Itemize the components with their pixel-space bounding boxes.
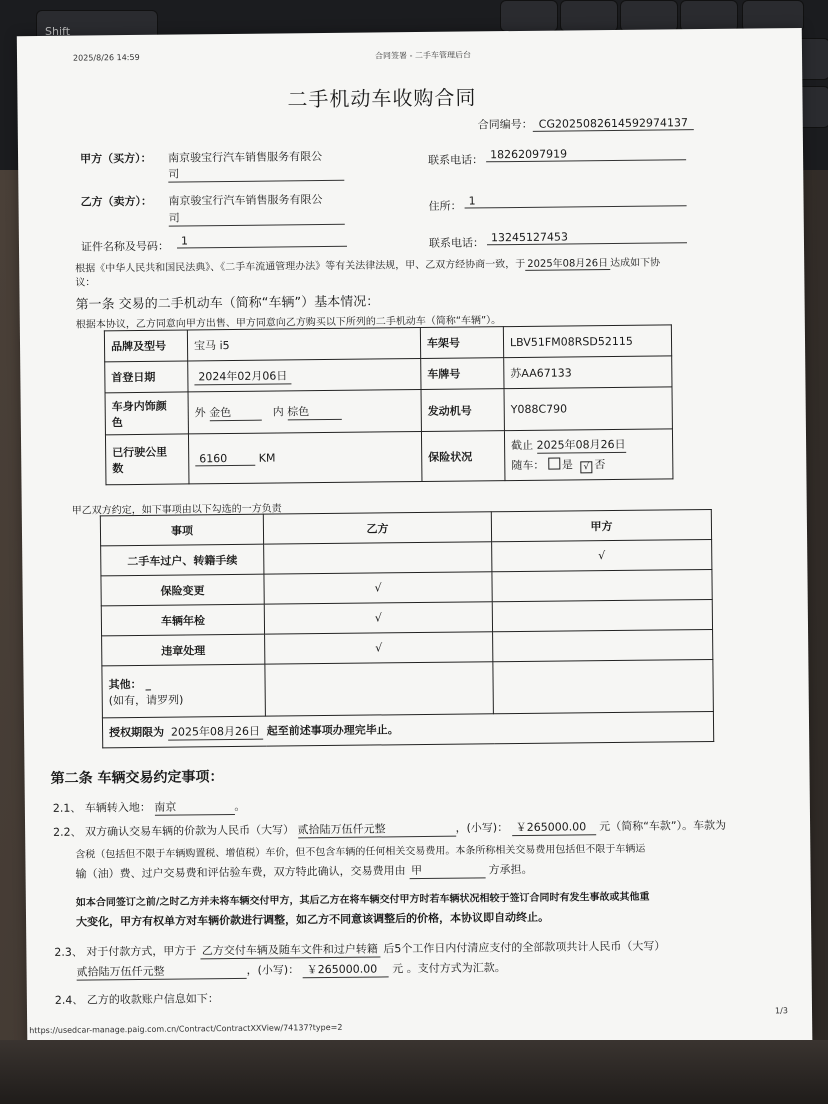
duty-row-a	[492, 569, 712, 601]
duty-col-item: 事项	[100, 514, 263, 546]
clause-2-2-line2: 含税（包括但不限于车辆购置税、增值税）车价，但不包含车辆的任何相关交易费用。本条所称相关交易费用包括但不限于车辆运	[75, 843, 646, 861]
keyboard-key	[680, 0, 738, 32]
mileage-cell	[188, 432, 422, 484]
clause-2-2-line3: 输（油）费、过户交易费和评估验车费，双方特此确认，交易费用由 甲 方承担。	[75, 862, 533, 881]
vin-label: 车架号	[420, 327, 503, 359]
party-b-phone: 13245127453	[487, 229, 687, 245]
plate-label: 车牌号	[421, 358, 504, 390]
reg-date-cell	[188, 359, 421, 392]
reg-date-label: 首登日期	[105, 361, 188, 393]
clause-2-4: 2.4、 乙方的收款账户信息如下：	[54, 992, 219, 1007]
print-site-title: 合同签署 - 二手车管理后台	[374, 50, 472, 61]
contract-number	[478, 114, 694, 132]
fee-party: 甲	[409, 861, 485, 879]
mileage-value: 6160	[195, 451, 255, 466]
clause-2-1: 2.1、 车辆转入地： 南京 。	[52, 799, 246, 815]
party-b-id: 1	[177, 233, 347, 249]
duty-row-b: √	[264, 602, 492, 634]
engine-label: 发动机号	[421, 389, 504, 432]
duty-row-item: 违章处理	[102, 634, 265, 666]
contract-number-label: 合同编号：	[477, 117, 533, 132]
keyboard-key	[620, 0, 678, 32]
auth-date: 2025年08月26日	[168, 723, 263, 741]
desk-bottom-shadow	[0, 1040, 828, 1104]
party-b-label: 乙方（卖方）：	[80, 194, 153, 209]
duty-table	[100, 509, 714, 748]
party-a-phone: 18262097919	[486, 146, 686, 162]
duty-row-a	[492, 599, 712, 631]
party-b-id-label: 证件名称及号码：	[80, 239, 170, 254]
color-exterior: 金色	[209, 404, 261, 422]
mileage-unit: KM	[258, 451, 276, 465]
party-b-address: 1	[464, 192, 686, 208]
color-cell: 外 金色 内 棕色	[188, 390, 421, 434]
duty-row-a: √	[492, 539, 712, 571]
duty-col-b: 乙方	[263, 512, 491, 544]
print-datetime: 2025/8/26 14:59	[72, 52, 140, 63]
color-interior: 棕色	[287, 403, 341, 421]
insurance-label: 保险状况	[421, 431, 505, 482]
duty-row-a	[493, 629, 713, 661]
vehicle-info-table	[104, 324, 674, 485]
party-b-name-line1: 南京骏宝行汽车销售服务有限公	[168, 193, 323, 208]
party-b-address-label: 住所：	[428, 199, 462, 213]
reg-date-value: 2024年02月06日	[194, 367, 291, 385]
party-b-phone-label: 联系电话：	[428, 236, 485, 250]
party-a-name-line1: 南京骏宝行汽车销售服务有限公	[168, 150, 323, 165]
print-url: https://usedcar-manage.paig.com.cn/Contract/ContractXXView/74137?type=2	[29, 1022, 343, 1036]
mileage-label: 已行驶公里 数	[105, 434, 189, 485]
party-a-phone-label: 联系电话：	[428, 153, 484, 167]
clause-2-3-line1: 2.3、 对于付款方式，甲方于 乙方交付车辆及随车文件和过户转籍 后5个工作日内付清应支付的全部款项共计人民币（大写）	[54, 939, 666, 959]
payment-in-figures: ￥265000.00	[303, 960, 389, 978]
basis-date: 2025年08月26日	[525, 254, 610, 271]
price-in-figures: ￥265000.00	[512, 818, 596, 836]
article-1-intro: 根据本协议，乙方同意向甲方出售、甲方同意向乙方购买以下所列的二手机动车（简称“车辆”）。	[75, 315, 502, 331]
duty-other-a	[493, 659, 714, 713]
insurance-cell: 截止 2025年08月26日 随车： 是 √ 否	[504, 429, 673, 481]
keyboard-key	[560, 0, 618, 32]
basis-paragraph-line2: 议：	[75, 277, 96, 289]
duty-row-item: 保险变更	[101, 574, 264, 606]
insurance-until: 2025年08月26日	[536, 437, 626, 452]
brand-value: 宝马 i5	[187, 328, 420, 361]
duty-col-a: 甲方	[491, 509, 711, 541]
shift-key: Shift	[36, 10, 158, 46]
article-2-title: 第二条 车辆交易约定事项：	[50, 769, 224, 787]
duty-other-cell: 其他： _ (如有，请罗列)	[102, 664, 266, 718]
contract-title: 二手机动车收购合同	[287, 85, 477, 112]
clause-2-3-line2: 贰拾陆万伍仟元整 ，(小写)： ￥265000.00 元 。支付方式为汇款。	[76, 961, 506, 979]
duty-row-item: 二手车过户、转籍手续	[101, 544, 264, 576]
party-a-name-line2: 司	[168, 164, 344, 183]
contract-number-value: CG2025082614592974137	[533, 116, 694, 132]
contract-page	[17, 28, 813, 1048]
basis-paragraph-line1: 根据《中华人民共和国民法典》、《二手车流通管理办法》等有关法律法规，甲、乙双方经协商一致，于 2025年08月26日 达成如下协	[75, 253, 660, 275]
adjustment-clause-line1: 如本合同签订之前/之时乙方并未将车辆交付甲方，其后乙方在将车辆交付甲方时若车辆状况相较于签订合同时有发生事故或其他重	[75, 891, 650, 909]
duty-row-b	[264, 542, 492, 574]
vin-value: LBV51FM08RSD52115	[503, 325, 671, 358]
brand-label: 品牌及型号	[104, 330, 187, 362]
auth-period: 授权期限为 2025年08月26日 起至前述事项办理完毕止。	[102, 711, 713, 747]
transfer-city: 南京	[154, 798, 234, 816]
adjustment-clause-line2: 大变化，甲方有权单方对车辆价款进行调整，如乙方不同意该调整后的价格，本协议即自动终止。	[75, 910, 550, 929]
duty-row-item: 车辆年检	[101, 604, 264, 636]
party-b-name-line2: 司	[169, 208, 345, 227]
article-1-title: 第一条 交易的二手机动车（简称“车辆”）基本情况：	[75, 294, 380, 313]
engine-value: Y088C790	[504, 387, 672, 431]
duty-row-b: √	[264, 572, 492, 604]
keyboard-key	[500, 0, 558, 32]
duty-row-b: √	[265, 632, 493, 664]
clause-2-2-line1: 2.2、 双方确认交易车辆的价款为人民币（大写） 贰拾陆万伍仟元整 ，(小写)： ￥265000.00 元（简称“车款”）。车款为	[53, 818, 727, 839]
payment-in-words: 贰拾陆万伍仟元整	[77, 962, 247, 981]
with-car-no-checkbox: √	[580, 461, 592, 473]
color-label: 车身内饰颜 色	[105, 392, 188, 435]
payment-condition: 乙方交付车辆及随车文件和过户转籍	[200, 940, 380, 959]
duty-other-b	[265, 662, 494, 716]
party-a-label: 甲方（买方）：	[80, 151, 152, 166]
price-in-words: 贰拾陆万伍仟元整	[298, 820, 456, 839]
with-car-yes-checkbox	[548, 458, 560, 470]
duty-intro: 甲乙双方约定，如下事项由以下勾选的一方负责	[71, 503, 282, 517]
plate-value: 苏AA67133	[504, 356, 672, 389]
page-number: 1/3	[774, 1006, 788, 1016]
